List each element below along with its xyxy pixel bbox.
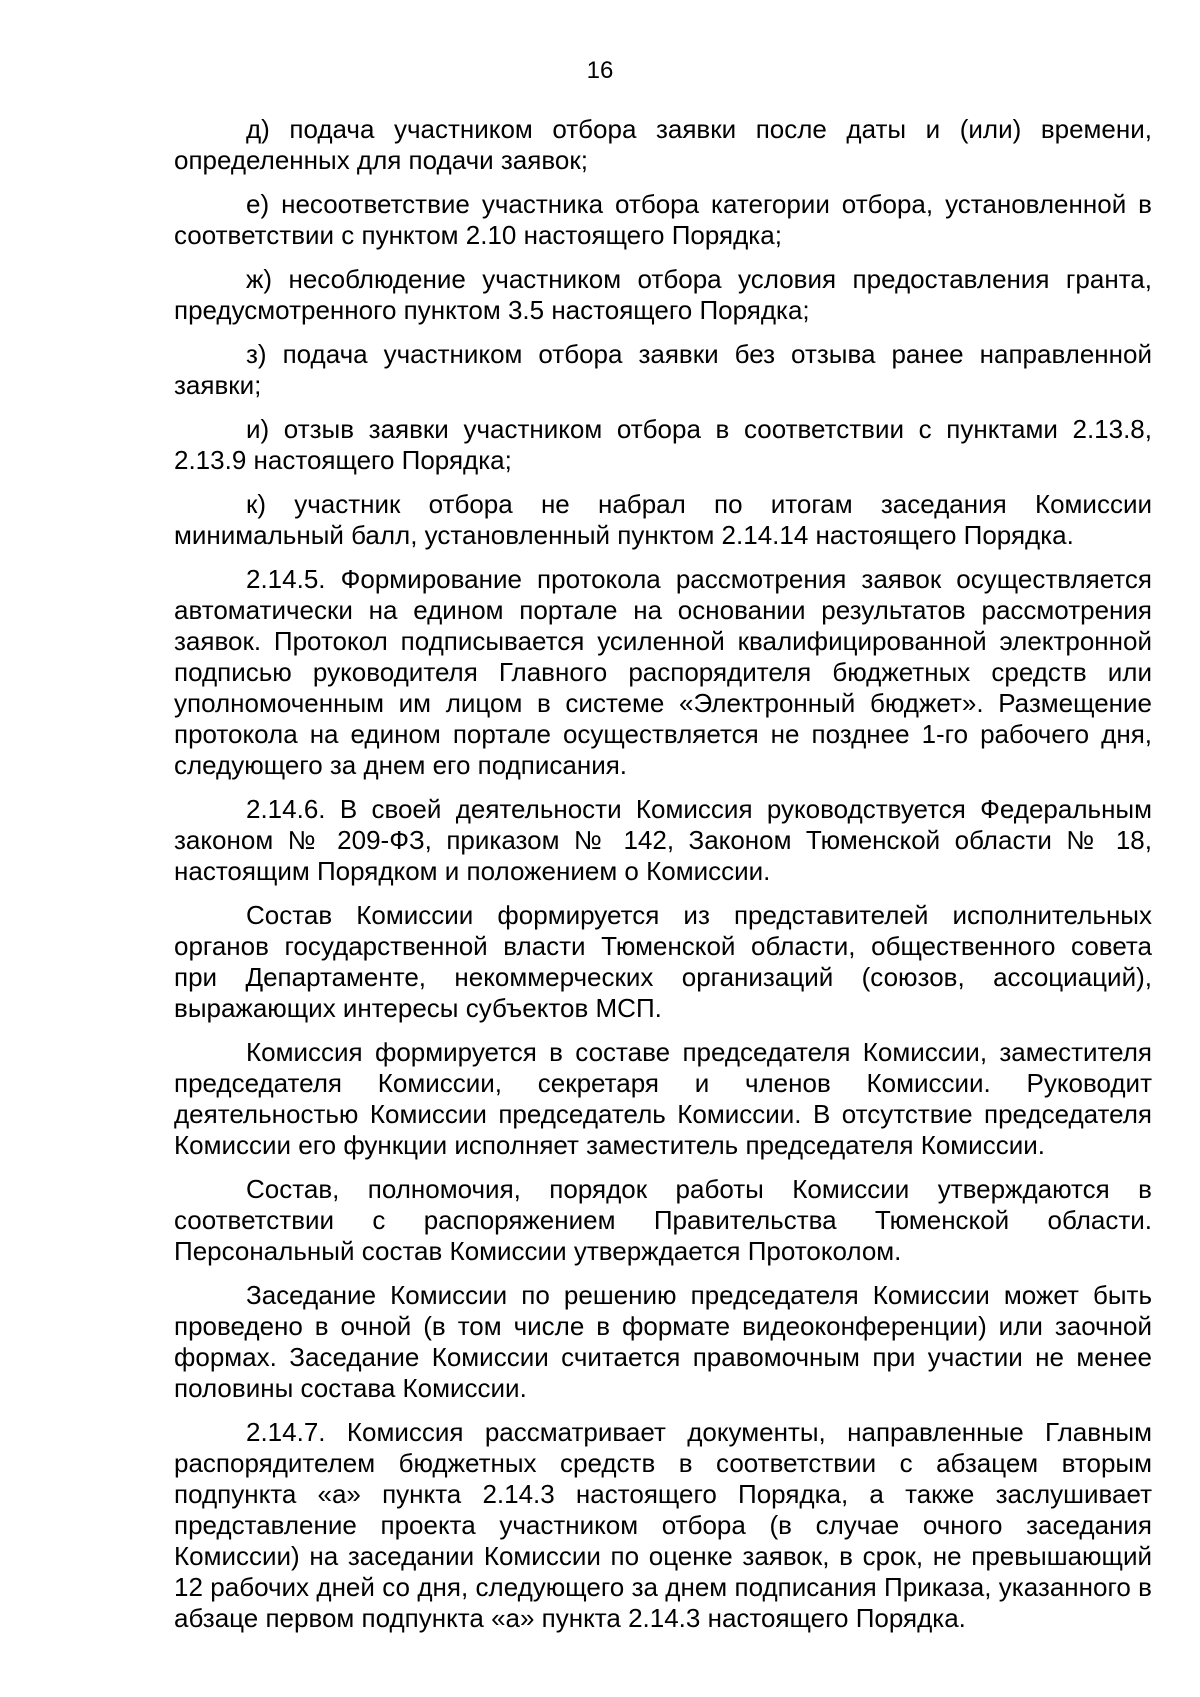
paragraph-k: к) участник отбора не набрал по итогам заседания Комиссии минимальный балл, установленный пунктом 2.14.14 настоящего Порядка. (174, 489, 1152, 550)
document-body (174, 114, 1152, 1647)
page-number: 16 (586, 57, 614, 84)
paragraph-i: и) отзыв заявки участником отбора в соответствии с пунктами 2.13.8, 2.13.9 настоящего Порядка; (174, 414, 1152, 475)
paragraph-e: е) несоответствие участника отбора категории отбора, установленной в соответствии с пунктом 2.10 настоящего Порядка; (174, 189, 1152, 250)
paragraph-2-14-5: 2.14.5. Формирование протокола рассмотрения заявок осуществляется автоматически на едином портале на основании результатов рассмотрения заявок. Протокол подписывается усиленной квалифицированной электронной подписью руководителя Главного распорядителя бюджетных средств или уполномоченным им лицом в системе «Электронный бюджет». Размещение протокола на едином портале осуществляется не позднее 1-го рабочего дня, следующего за днем его подписания. (174, 564, 1152, 780)
paragraph-commission-powers: Состав, полномочия, порядок работы Комиссии утверждаются в соответствии с распоряжением Правительства Тюменской области. Персональный состав Комиссии утверждается Протоколом. (174, 1174, 1152, 1266)
paragraph-commission-meeting: Заседание Комиссии по решению председателя Комиссии может быть проведено в очной (в том числе в формате видеоконференции) или заочной формах. Заседание Комиссии считается правомочным при участии не менее половины состава Комиссии. (174, 1280, 1152, 1403)
paragraph-commission-composition: Состав Комиссии формируется из представителей исполнительных органов государственной власти Тюменской области, общественного совета при Департаменте, некоммерческих организаций (союзов, ассоциаций), выражающих интересы субъектов МСП. (174, 900, 1152, 1023)
paragraph-d: д) подача участником отбора заявки после даты и (или) времени, определенных для подачи заявок; (174, 114, 1152, 175)
paragraph-2-14-7: 2.14.7. Комиссия рассматривает документы, направленные Главным распорядителем бюджетных средств в соответствии с абзацем вторым подпункта «а» пункта 2.14.3 настоящего Порядка, а также заслушивает представление проекта участником отбора (в случае очного заседания Комиссии) на заседании Комиссии по оценке заявок, в срок, не превышающий 12 рабочих дней со дня, следующего за днем подписания Приказа, указанного в абзаце первом подпункта «а» пункта 2.14.3 настоящего Порядка. (174, 1417, 1152, 1633)
paragraph-commission-structure: Комиссия формируется в составе председателя Комиссии, заместителя председателя Комиссии, секретаря и членов Комиссии. Руководит деятельностью Комиссии председатель Комиссии. В отсутствие председателя Комиссии его функции исполняет заместитель председателя Комиссии. (174, 1037, 1152, 1160)
paragraph-zh: ж) несоблюдение участником отбора условия предоставления гранта, предусмотренного пунктом 3.5 настоящего Порядка; (174, 264, 1152, 325)
paragraph-z: з) подача участником отбора заявки без отзыва ранее направленной заявки; (174, 339, 1152, 400)
paragraph-2-14-6: 2.14.6. В своей деятельности Комиссия руководствуется Федеральным законом № 209-ФЗ, приказом № 142, Законом Тюменской области № 18, настоящим Порядком и положением о Комиссии. (174, 794, 1152, 886)
